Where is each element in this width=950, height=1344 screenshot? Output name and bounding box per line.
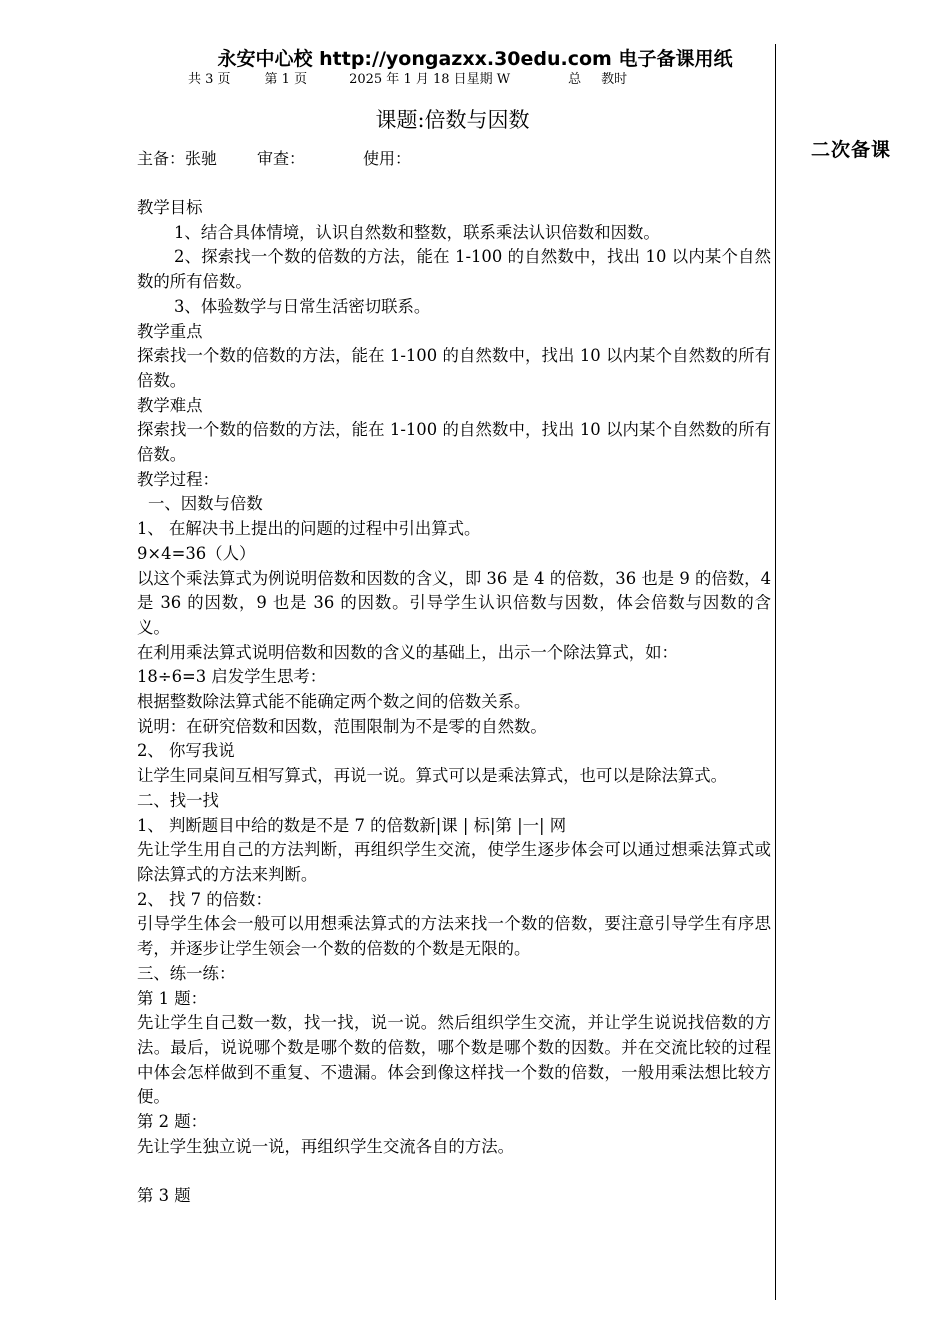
section-1-heading: 一、因数与倍数: [148, 494, 263, 514]
paragraph-division-intro: 在利用乘法算式说明倍数和因数的含义的基础上，出示一个除法算式，如：: [137, 642, 678, 662]
user: 使用：: [363, 149, 412, 168]
paragraph-division-question: 根据整数除法算式能不能确定两个数之间的倍数关系。: [137, 692, 531, 712]
lesson-body: [137, 196, 771, 1209]
heading-key-points: 教学重点: [137, 321, 203, 341]
exercise-1-label: 第 1 题：: [137, 988, 208, 1008]
column-divider: [775, 44, 776, 1300]
exercise-2-text: 先让学生独立说一说，再组织学生交流各自的方法。: [137, 1136, 514, 1156]
goal-1: 1、结合具体情境，认识自然数和整数，联系乘法认识倍数和因数。: [174, 222, 660, 242]
paragraph-judge: 先让学生用自己的方法判断，再组织学生交流，使学生逐步体会可以通过想乘法算式或除法算式的方法来判断。: [137, 840, 771, 884]
heading-difficulties: 教学难点: [137, 395, 203, 415]
preparer: 主备：张驰: [137, 149, 218, 168]
section-3-heading: 三、练一练：: [137, 963, 236, 983]
difficulties-text: 探索找一个数的倍数的方法，能在 1-100 的自然数中，找出 10 以内某个自然数的所有倍数。: [137, 420, 771, 465]
exercise-1-text: 先让学生自己数一数，找一找，说一说。然后组织学生交流，并让学生说说找倍数的方法。最后，说说哪个数是哪个数的倍数，哪个数是哪个数的因数。并在交流比较的过程中体会怎样做到不重复、不遗漏。体会到像这样找一个数的倍数，一般用乘法想比较方便。: [137, 1013, 771, 1107]
step-2-2: 2、 找 7 的倍数：: [137, 889, 272, 909]
step-1-2: 2、 你写我说: [137, 741, 235, 761]
letterhead-title: 永安中心校 http://yongazxx.30edu.com 电子备课用纸: [217, 48, 733, 70]
total-label: 总: [568, 72, 582, 87]
period-label: 教时: [601, 72, 628, 87]
step-2-1: 1、 判断题目中给的数是不是 7 的倍数新|课 | 标|第 |一| 网: [137, 815, 567, 835]
heading-goals: 教学目标: [137, 198, 203, 217]
exercise-2-label: 第 2 题：: [137, 1112, 208, 1132]
heading-process: 教学过程：: [137, 469, 219, 489]
blank-line: [137, 1159, 771, 1184]
step-1-1: 1、 在解决书上提出的问题的过程中引出算式。: [137, 519, 481, 539]
date: 2025 年 1 月 18 日星期 W: [349, 72, 511, 87]
page-number: 第 1 页: [264, 72, 308, 87]
second-revision-heading: 二次备课: [811, 139, 892, 161]
goal-2: 2、探索找一个数的倍数的方法，能在 1-100 的自然数中，找出 10 以内某个自然数的所有倍数。: [137, 247, 771, 292]
exercise-3-label: 第 3 题: [137, 1186, 191, 1206]
goal-3: 3、体验数学与日常生活密切联系。: [174, 296, 431, 316]
staff-line: [137, 148, 411, 170]
letterhead-meta: [188, 72, 627, 88]
paragraph-note: 说明：在研究倍数和因数，范围限制为不是零的自然数。: [137, 716, 547, 736]
total-pages: 共 3 页: [188, 72, 231, 87]
paragraph-explain: 以这个乘法算式为例说明倍数和因数的含义，即 36 是 4 的倍数，36 也是 9 的倍数，4 是 36 的因数，9 也是 36 的因数。引导学生认识倍数与因数，体会倍数与因数的含义。: [137, 568, 771, 637]
section-2-heading: 二、找一找: [137, 790, 219, 810]
equation-divide: 18÷6=3 启发学生思考：: [137, 667, 327, 687]
key-points-text: 探索找一个数的倍数的方法，能在 1-100 的自然数中，找出 10 以内某个自然数的所有倍数。: [137, 346, 771, 390]
paragraph-pair-work: 让学生同桌间互相写算式，再说一说。算式可以是乘法算式，也可以是除法算式。: [137, 766, 728, 786]
lesson-title: 课题:倍数与因数: [375, 108, 530, 132]
equation-multiply: 9×4=36（人）: [137, 543, 256, 563]
paragraph-find-multiples: 引导学生体会一般可以用想乘法算式的方法来找一个数的倍数，要注意引导学生有序思考，并逐步让学生领会一个数的倍数的个数是无限的。: [137, 914, 771, 959]
reviewer: 审查：: [257, 149, 306, 168]
